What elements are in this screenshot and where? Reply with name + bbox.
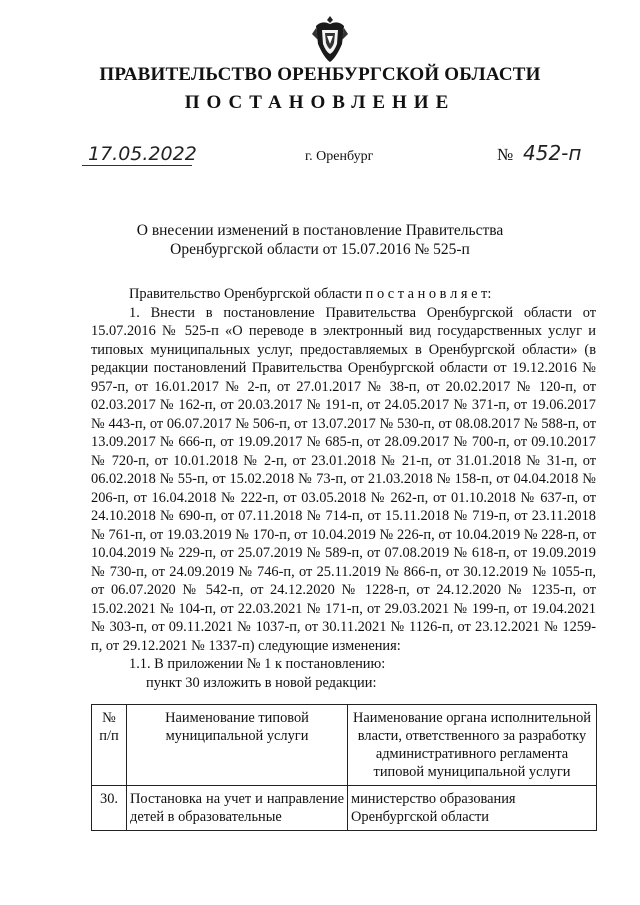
- item-1-1-paragraph: 1.1. В приложении № 1 к постановлению:: [129, 656, 386, 672]
- coat-of-arms-icon: [310, 14, 350, 64]
- document-number: 452-п: [523, 141, 582, 165]
- row-number: 30.: [92, 786, 127, 831]
- item-1-paragraph: 1. Внести в постановление Правительства Оренбургской области от 15.07.2016 № 525-п «О переводе в электронный вид государственных услуг и типовых муниципальных услуг, предоставляемых в Оренбургской области» (в редакции постановлений Правительства Оренбургской области от 19.12.2016 № 957-п, от 16.01.2017 № 2-п, от 27.01.2017 № 38-п, от 20.02.2017 № 120-п, от 02.03.2017 № 162-п, от 20.03.2017 № 191-п, от 24.05.2017 № 371-п, от 19.06.2017 № 443-п, от 06.07.2017 № 506-п, от 13.07.2017 № 530-п, от 08.08.2017 № 588-п, от 13.09.2017 № 666-п, от 19.09.2017 № 685-п, от 28.09.2017 № 700-п, от 09.10.2017 № 720-п, от 10.01.2018 № 2-п, от 23.01.2018 № 21-п, от 31.01.2018 № 31-п, от 06.02.2018 № 55-п, от 15.02.2018 № 73-п, от 21.03.2018 № 158-п, от 04.04.2018 № 206-п, от 16.04.2018 № 222-п, от 03.05.2018 № 262-п, от 01.10.2018 № 637-п, от 24.10.2018 № 690-п, от 07.11.2018 № 714-п, от 15.11.2018 № 719-п, от 23.11.2018 № 761-п, от 19.03.2019 № 170-п, от 10.04.2019 № 226-п, от 10.04.2019 № 228-п, от 10.04.2019 № 229-п, от 25.07.2019 № 589-п, от 07.08.2019 № 618-п, от 19.09.2019 № 730-п, от 24.09.2019 № 746-п, от 25.11.2019 № 866-п, от 30.12.2019 № 1055-п, от 06.07.2020 № 542-п, от 24.12.2020 № 1228-п, от 24.12.2020 № 1235-п, от 15.02.2021 № 104-п, от 22.03.2021 № 171-п, от 29.03.2021 № 199-п, от 19.04.2021 № 303-п, от 09.11.2021 № 1037-п, от 30.11.2021 № 1126-п, от 23.12.2021 № 1259-п, от 29.12.2021 № 1337-п) следующие изменения:: [91, 304, 596, 654]
- document-city: г. Оренбург: [305, 149, 374, 164]
- document-date: 17.05.2022: [88, 143, 197, 165]
- point-30-paragraph: пункт 30 изложить в новой редакции:: [146, 674, 377, 691]
- title-line-2: Оренбургской области от 15.07.2016 № 525-п: [170, 241, 470, 258]
- document-title: [0, 221, 640, 259]
- row-service: Постановка на учет и направление детей в образовательные: [127, 786, 348, 831]
- date-underline: [82, 165, 192, 166]
- document-type: ПОСТАНОВЛЕНИЕ: [184, 92, 456, 113]
- intro-paragraph: Правительство Оренбургской области п о с т а н о в л я е т:: [129, 286, 492, 302]
- header-number: № п/п: [92, 705, 127, 786]
- title-line-1: О внесении изменений в постановление Правительства: [136, 222, 504, 239]
- amendment-table: [91, 704, 597, 831]
- table-row: [92, 786, 597, 831]
- table-header-row: [92, 705, 597, 786]
- government-name: ПРАВИТЕЛЬСТВО ОРЕНБУРГСКОЙ ОБЛАСТИ: [99, 64, 541, 85]
- number-sign: №: [497, 145, 514, 164]
- document-body: [91, 285, 596, 692]
- header-service: Наименование типовой муниципальной услуги: [127, 705, 348, 786]
- row-authority: министерство образования Оренбургской области: [348, 786, 597, 831]
- header-authority: Наименование органа исполнительной власти, ответственного за разработку административного регламента типовой муниципальной услуги: [348, 705, 597, 786]
